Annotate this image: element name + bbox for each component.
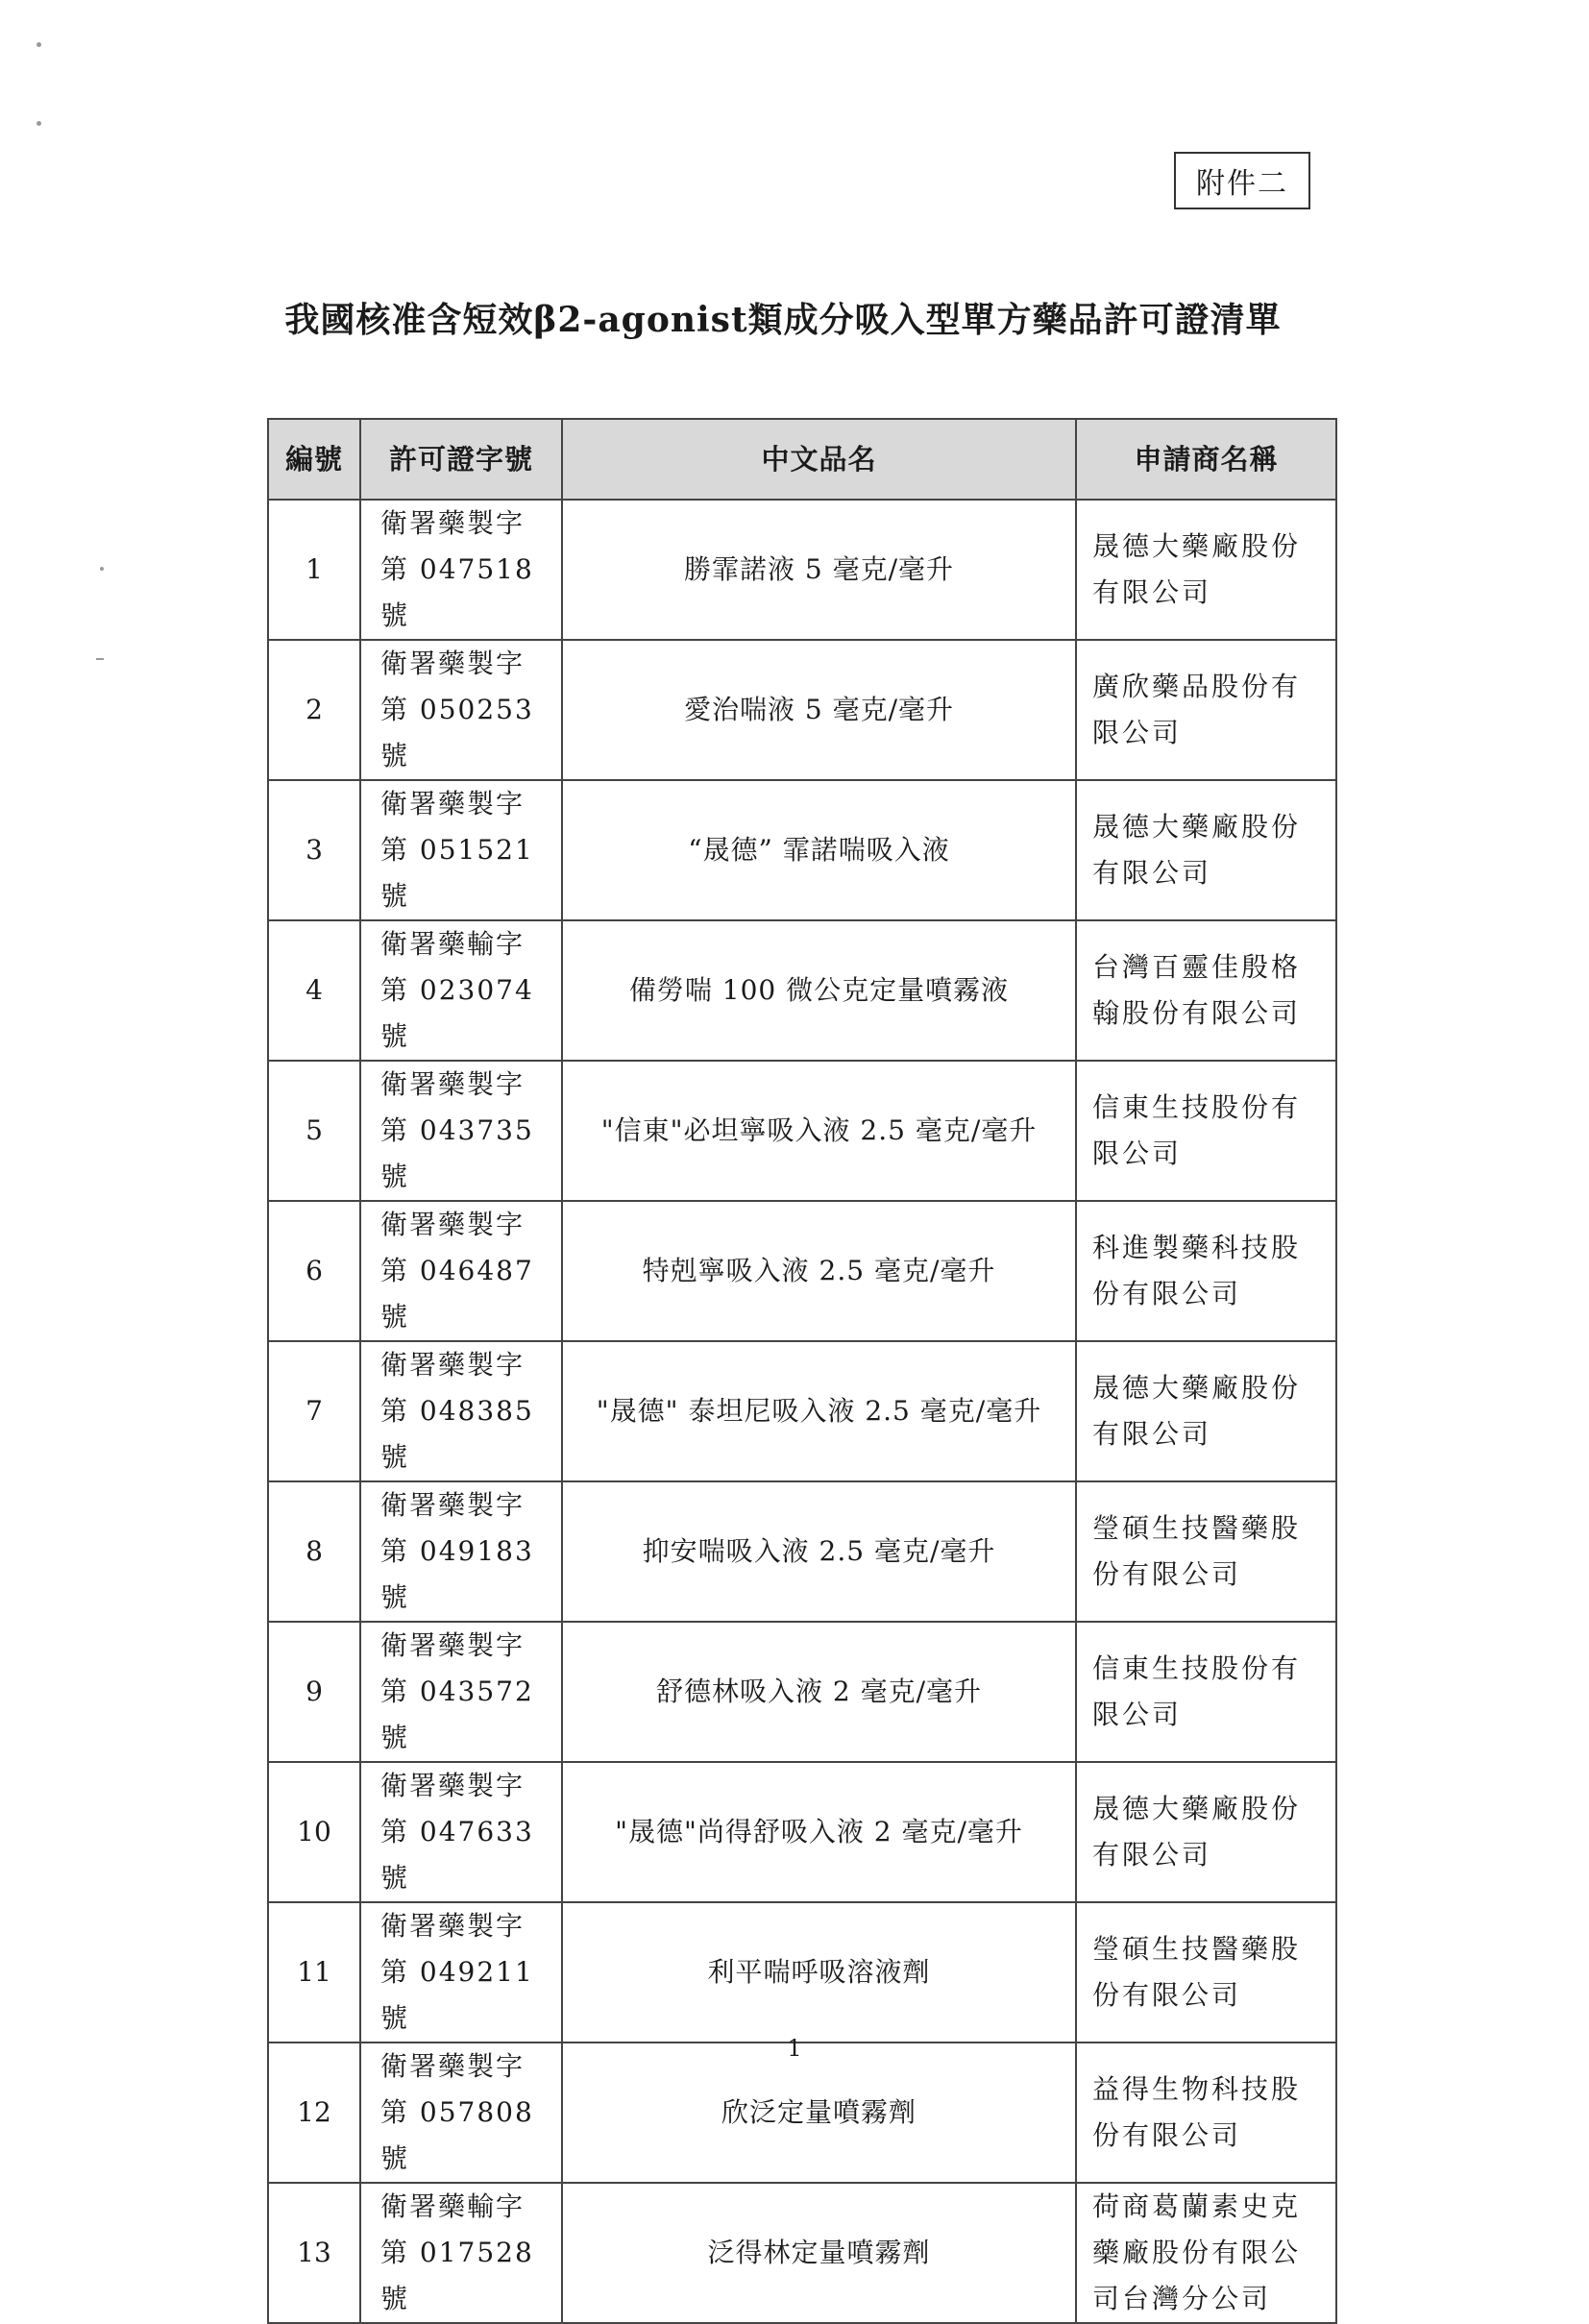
row-number: 1: [268, 500, 360, 640]
scan-speck: [96, 658, 104, 660]
applicant-name: 信東生技股份有限公司: [1076, 1622, 1336, 1762]
permit-cell: [360, 1622, 562, 1762]
applicant-name: 晟德大藥廠股份有限公司: [1076, 780, 1336, 920]
permit-cell: [360, 1481, 562, 1622]
permit-number: 第 043572 號: [380, 1676, 534, 1753]
permit-cell: [360, 920, 562, 1061]
permit-type: 衛署藥製字: [380, 507, 526, 539]
table-row: [268, 500, 1336, 640]
row-number: 4: [268, 920, 360, 1061]
row-number: 2: [268, 640, 360, 780]
permit-cell: [360, 2043, 562, 2183]
product-name: 舒德林吸入液 2 毫克/毫升: [562, 1622, 1076, 1762]
row-number: 10: [268, 1762, 360, 1902]
permit-cell: [360, 1762, 562, 1902]
permit-number: 第 017528 號: [380, 2237, 534, 2314]
applicant-name: 荷商葛蘭素史克藥廠股份有限公司台灣分公司: [1076, 2183, 1336, 2323]
permit-cell: [360, 780, 562, 920]
permit-number: 第 047518 號: [380, 553, 534, 631]
permit-number: 第 051521 號: [380, 834, 534, 912]
permit-cell: [360, 1061, 562, 1201]
document-title: 我國核准含短效β2-agonist類成分吸入型單方藥品許可證清單: [284, 300, 1282, 340]
row-number: 12: [268, 2043, 360, 2183]
applicant-name: 益得生物科技股份有限公司: [1076, 2043, 1336, 2183]
permit-number: 第 050253 號: [380, 694, 534, 771]
permit-cell: [360, 640, 562, 780]
product-name: 欣泛定量噴霧劑: [562, 2043, 1076, 2183]
permit-cell: [360, 1201, 562, 1341]
row-number: 9: [268, 1622, 360, 1762]
applicant-name: 晟德大藥廠股份有限公司: [1076, 1762, 1336, 1902]
table-row: [268, 1902, 1336, 2043]
permit-type: 衛署藥輸字: [380, 2190, 526, 2222]
table-row: [268, 640, 1336, 780]
permit-cell: [360, 2183, 562, 2323]
scan-speck: [100, 567, 104, 571]
row-number: 8: [268, 1481, 360, 1622]
permit-cell: [360, 1341, 562, 1481]
applicant-name: 科進製藥科技股份有限公司: [1076, 1201, 1336, 1341]
row-number: 5: [268, 1061, 360, 1201]
product-name: 抑安喘吸入液 2.5 毫克/毫升: [562, 1481, 1076, 1622]
permit-cell: [360, 1902, 562, 2043]
scan-speck: [37, 121, 41, 126]
table-row: [268, 780, 1336, 920]
row-number: 6: [268, 1201, 360, 1341]
permit-number: 第 046487 號: [380, 1255, 534, 1333]
table-row: [268, 1622, 1336, 1762]
product-name: 備勞喘 100 微公克定量噴霧液: [562, 920, 1076, 1061]
table-row: [268, 1341, 1336, 1481]
table-row: [268, 920, 1336, 1061]
permit-number: 第 049183 號: [380, 1535, 534, 1613]
permit-type: 衛署藥製字: [380, 2050, 526, 2082]
row-number: 13: [268, 2183, 360, 2323]
product-name: "信東"必坦寧吸入液 2.5 毫克/毫升: [562, 1061, 1076, 1201]
product-name: 利平喘呼吸溶液劑: [562, 1902, 1076, 2043]
applicant-name: 晟德大藥廠股份有限公司: [1076, 1341, 1336, 1481]
permit-type: 衛署藥製字: [380, 1489, 526, 1521]
applicant-name: 信東生技股份有限公司: [1076, 1061, 1336, 1201]
table-header-row: [268, 419, 1336, 500]
permit-type: 衛署藥製字: [380, 788, 526, 820]
permit-type: 衛署藥製字: [380, 1068, 526, 1100]
permit-number: 第 057808 號: [380, 2096, 534, 2174]
permit-type: 衛署藥製字: [380, 1349, 526, 1381]
product-name: "晟德"尚得舒吸入液 2 毫克/毫升: [562, 1762, 1076, 1902]
header-no: 編號: [268, 419, 360, 500]
table-row: [268, 1481, 1336, 1622]
table-row: [268, 1201, 1336, 1341]
permit-number: 第 049211 號: [380, 1956, 534, 2034]
product-name: 泛得林定量噴霧劑: [562, 2183, 1076, 2323]
table-row: [268, 1061, 1336, 1201]
row-number: 7: [268, 1341, 360, 1481]
product-name: 愛治喘液 5 毫克/毫升: [562, 640, 1076, 780]
table-row: [268, 2043, 1336, 2183]
permit-type: 衛署藥製字: [380, 1629, 526, 1661]
page-number: 1: [787, 2035, 802, 2062]
header-name: 中文品名: [562, 419, 1076, 500]
row-number: 3: [268, 780, 360, 920]
applicant-name: 瑩碩生技醫藥股份有限公司: [1076, 1902, 1336, 2043]
attachment-label: 附件二: [1174, 152, 1310, 209]
permit-number: 第 043735 號: [380, 1114, 534, 1192]
header-permit: 許可證字號: [360, 419, 562, 500]
applicant-name: 瑩碩生技醫藥股份有限公司: [1076, 1481, 1336, 1622]
permit-type: 衛署藥輸字: [380, 928, 526, 960]
permit-number: 第 047633 號: [380, 1816, 534, 1894]
permit-type: 衛署藥製字: [380, 1910, 526, 1942]
permit-type: 衛署藥製字: [380, 1770, 526, 1801]
applicant-name: 晟德大藥廠股份有限公司: [1076, 500, 1336, 640]
header-applicant: 申請商名稱: [1076, 419, 1336, 500]
permit-number: 第 023074 號: [380, 974, 534, 1052]
table-row: [268, 2183, 1336, 2323]
permit-number: 第 048385 號: [380, 1395, 534, 1473]
permit-type: 衛署藥製字: [380, 1209, 526, 1240]
row-number: 11: [268, 1902, 360, 2043]
permit-type: 衛署藥製字: [380, 648, 526, 679]
product-name: “晟德” 霏諾喘吸入液: [562, 780, 1076, 920]
permit-cell: [360, 500, 562, 640]
table-row: [268, 1762, 1336, 1902]
applicant-name: 台灣百靈佳殷格翰股份有限公司: [1076, 920, 1336, 1061]
scan-speck: [37, 42, 41, 47]
product-name: 勝霏諾液 5 毫克/毫升: [562, 500, 1076, 640]
product-name: 特剋寧吸入液 2.5 毫克/毫升: [562, 1201, 1076, 1341]
product-name: "晟德" 泰坦尼吸入液 2.5 毫克/毫升: [562, 1341, 1076, 1481]
applicant-name: 廣欣藥品股份有限公司: [1076, 640, 1336, 780]
